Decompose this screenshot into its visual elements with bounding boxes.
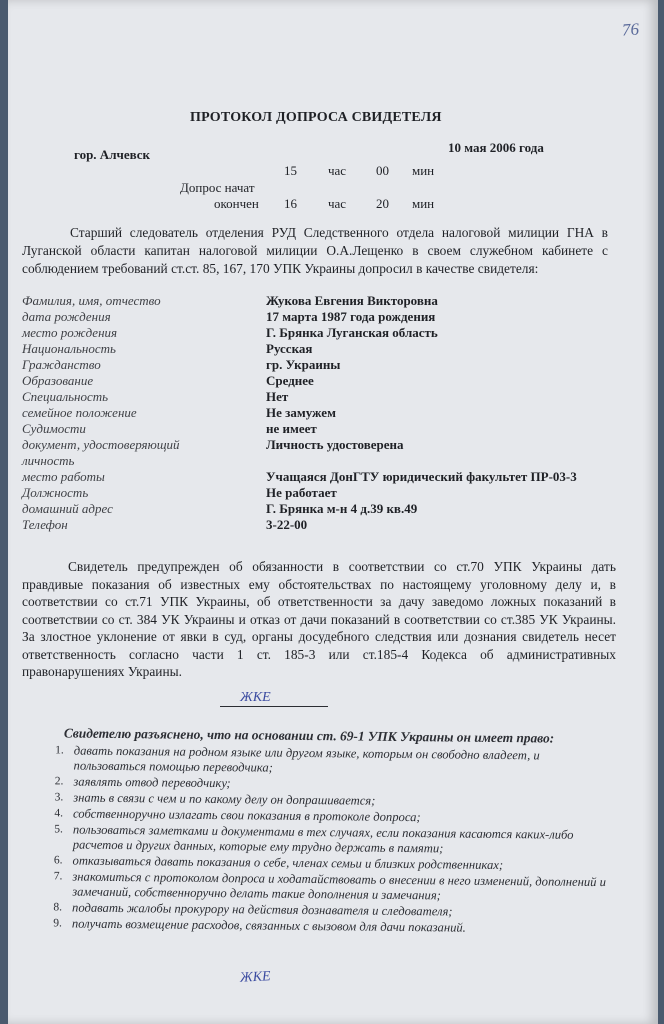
field-value: гр. Украины [266, 357, 341, 372]
warning-paragraph: Свидетель предупрежден об обязанности в соответствии со ст.70 УПК Украины дать правдивые показания об известных ему обстоятельствах по настоящему уголовному делу и, в соответствии со ст.71 УПК Украины, об ответственности за дачу заведомо ложных показаний в соответствии со ст. 384 УК Украины и отказ от дачи показаний в соответствии со ст.385 УК Украины. За злостное уклонение от явки в суд, органы досудебного следствия или дознания свидетель несет ответственность согласно части 1 ст. 185-3 или ст.185-4 Кодекса об административных правонарушениях Украины. [22, 559, 616, 679]
item-number: 7. [53, 870, 63, 883]
start-hour-unit: час [328, 163, 347, 178]
field-value: не имеет [266, 421, 317, 436]
signature-line [220, 706, 328, 707]
end-min-unit: мин [412, 196, 435, 211]
start-min-unit: мин [412, 163, 435, 178]
field-row [22, 469, 622, 485]
rights-title: Свидетелю разъяснено, что на основании ст. 69-1 УПК Украины он имеет право: [63, 725, 555, 746]
field-row [22, 421, 622, 437]
item-number: 6. [53, 854, 63, 867]
witness-fields [22, 293, 622, 533]
end-min: 20 [376, 196, 389, 211]
item-text: подавать жалобы прокурору на действия дознавателя и следователя; [72, 900, 453, 919]
end-hour: 16 [284, 196, 297, 211]
item-text: получать возмещение расходов, связанных с вызовом для дачи показаний. [71, 916, 466, 935]
field-value: Не замужем [266, 405, 336, 420]
list-item [20, 869, 610, 905]
item-number: 2. [54, 775, 64, 788]
item-text: пользоваться заметками и документами в тех случаях, если показания касаются каких-либо расчетов и других данных, которые ему трудно держать в памяти; [72, 822, 574, 856]
field-row [22, 325, 622, 341]
field-label: дата рождения [22, 309, 111, 324]
field-row [22, 405, 622, 421]
rights-section [20, 725, 612, 938]
item-text: знать в связи с чем и по какому делу он допрашивается; [73, 790, 376, 808]
field-row [22, 485, 622, 501]
item-number: 5. [54, 823, 63, 836]
field-label: Национальность [22, 341, 116, 356]
document-title: ПРОТОКОЛ ДОПРОСА СВИДЕТЕЛЯ [190, 110, 442, 125]
field-value: Жукова Евгения Викторовна [266, 293, 438, 308]
intro-paragraph: Старший следователь отделения РУД Следственного отдела налоговой милиции ГНА в Луганской области капитан налоговой милиции О.А.Лещенко в своем служебном кабинете с соблюдением требований ст.ст. 85, 167, 170 УПК Украины допросил в качестве свидетеля: [22, 225, 608, 276]
start-hour: 15 [284, 163, 297, 178]
field-label: Образование [22, 373, 94, 388]
field-label: документ, удостоверяющий личность [22, 437, 180, 468]
field-row [22, 293, 622, 309]
item-text: давать показания на родном языке или другом языке, которым он свободно владеет, и пользоваться помощью переводчика; [73, 743, 540, 775]
field-value: Нет [266, 389, 289, 404]
field-row [22, 373, 622, 389]
field-row [22, 501, 622, 517]
item-number: 9. [53, 917, 62, 930]
item-number: 4. [54, 807, 64, 820]
item-number: 8. [53, 901, 63, 914]
field-row [22, 437, 622, 469]
field-value: 3-22-00 [266, 517, 308, 532]
field-label: Телефон [22, 517, 68, 532]
field-row [22, 357, 622, 373]
item-text: отказываться давать показания о себе, членах семьи и близких родственниках; [72, 853, 504, 873]
field-value: Не работает [266, 485, 337, 500]
field-label: Судимости [22, 421, 86, 436]
field-label: место работы [22, 469, 105, 484]
field-label: домашний адрес [22, 501, 113, 516]
start-min: 00 [376, 163, 389, 178]
page-number: 76 [621, 19, 640, 40]
field-label: Специальность [22, 389, 109, 404]
list-item [21, 743, 611, 779]
item-number: 3. [54, 791, 64, 804]
field-value: Русская [266, 341, 313, 356]
signature-1: ЖКЕ [240, 690, 271, 705]
field-label: место рождения [22, 325, 118, 340]
field-value: 17 марта 1987 года рождения [266, 309, 436, 324]
item-text: заявлять отвод переводчику; [73, 774, 231, 791]
field-value: Г. Брянка Луганская область [266, 325, 438, 340]
field-value: Г. Брянка м-н 4 д.39 кв.49 [266, 501, 418, 516]
document-page [8, 0, 658, 1024]
field-value: Учащаяся ДонГТУ юридический факультет ПР-03-3 [266, 469, 577, 484]
item-number: 1. [55, 744, 64, 757]
label-finished: окончен [214, 196, 259, 211]
field-row [22, 309, 622, 325]
field-row [22, 389, 622, 405]
end-hour-unit: час [328, 196, 347, 211]
item-text: знакомиться с протоколом допроса и ходатайствовать о внесении в него изменений, дополнений и замечаний, собственноручно делать такие дополнения и замечания; [72, 869, 606, 903]
field-label: Гражданство [22, 357, 101, 372]
item-text: собственноручно излагать свои показания в протоколе допроса; [73, 806, 421, 825]
field-value: Среднее [266, 373, 314, 388]
field-label: Должность [22, 485, 89, 500]
field-value: Личность удостоверена [266, 437, 404, 452]
list-item [21, 822, 611, 858]
signature-2: ЖКЕ [239, 969, 272, 986]
label-started: Допрос начат [180, 180, 255, 195]
date: 10 мая 2006 года [448, 140, 544, 155]
field-label: семейное положение [22, 405, 137, 420]
field-row [22, 341, 622, 357]
place: гор. Алчевск [74, 147, 151, 162]
field-row [22, 517, 622, 533]
field-label: Фамилия, имя, отчество [22, 293, 161, 308]
